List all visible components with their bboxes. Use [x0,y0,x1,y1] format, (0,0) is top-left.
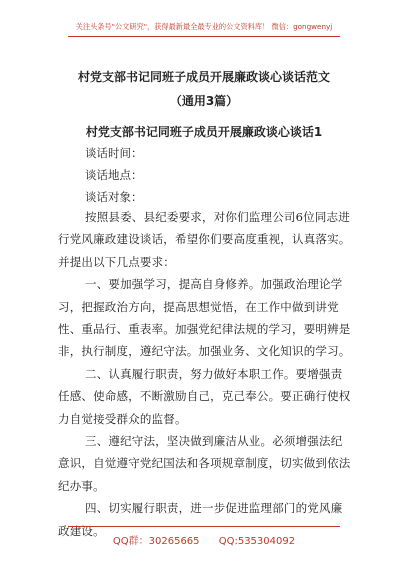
paragraph-point-3: 三、遵纪守法，坚决做到廉洁从业。必须增强法纪意识，自觉遵守党纪国法和各项规章制度，切实做到依法纪办事。 [58,434,351,493]
document-body [58,206,354,542]
paragraph-intro: 按照县委、县纪委要求，对你们监理公司6位同志进行党风廉政建设谈话，希望你们要高度重视，认真落实。并提出以下几点要求： [58,210,351,269]
paragraph-point-4: 四、切实履行职责，进一步促进监理部门的党风廉政建设。 [58,501,343,538]
document-subtitle: （通用3篇） [169,94,239,108]
footer-qq-number: QQ:535304092 [218,536,296,547]
header-divider [68,36,340,37]
section-title: 村党支部书记同班子成员开展廉政谈心谈话1 [85,125,323,139]
meta-place: 谈话地点： [85,168,143,182]
footer-qq-group: QQ群：30265665 [112,536,200,547]
meta-time: 谈话时间： [85,146,143,160]
footer-divider [68,526,340,527]
header-notice: 关注头条号"公文研究"，获得最新最全最专业的公文资料库！ 微信：gongwenyj [75,22,333,31]
document-title: 村党支部书记同班子成员开展廉政谈心谈话范文 [77,70,330,84]
paragraph-point-1: 一、要加强学习，提高自身修养。加强政治理论学习，把握政治方向，提高思想觉悟，在工作中做到讲党性、重品行、重表率。加强党纪律法规的学习，要明辨是非，执行制度，遵纪守法。加强业务、文化知识的学习。 [58,277,351,359]
meta-target: 谈话对象： [85,190,143,204]
footer-contact [0,532,408,547]
paragraph-point-2: 二、认真履行职责，努力做好本职工作。要增强责任感、使命感，不断激励自己，克己奉公。要正确行使权力自觉接受群众的监督。 [58,366,351,426]
